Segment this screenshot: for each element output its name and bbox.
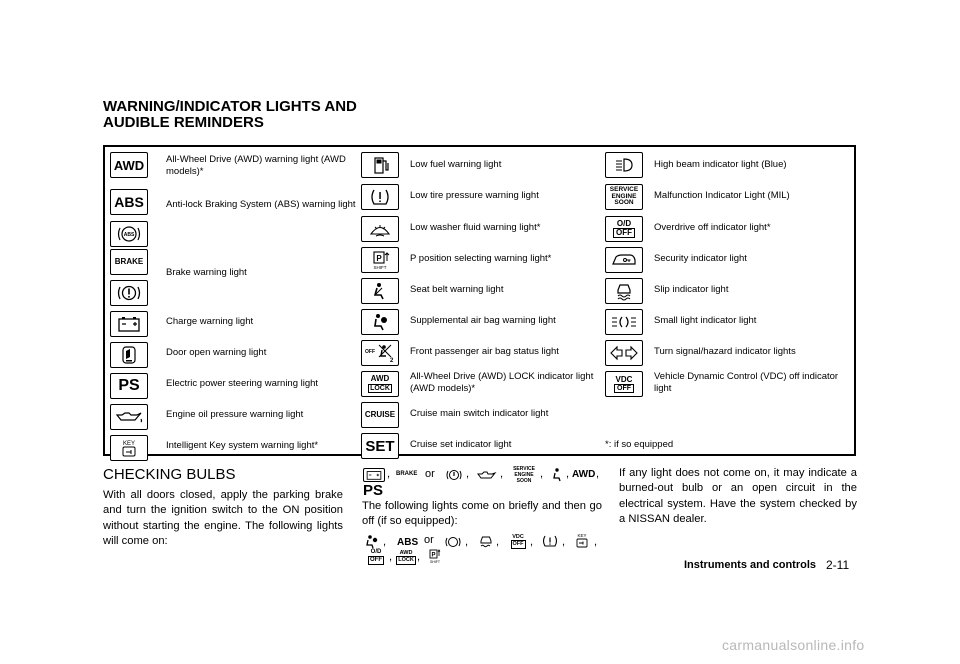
mil-label: Malfunction Indicator Light (MIL) (654, 190, 790, 201)
abs-circle-mini-icon (443, 535, 463, 549)
high-beam-label: High beam indicator light (Blue) (654, 159, 787, 170)
p-position-label: P position selecting warning light* (410, 253, 552, 264)
cruise-set-label: Cruise set indicator light (410, 439, 512, 450)
air-bag-label: Supplemental air bag warning light (410, 315, 556, 326)
awd-lock-icon: AWD LOCK (361, 371, 399, 397)
low-tire-label: Low tire pressure warning light (410, 190, 539, 201)
high-beam-icon (605, 152, 643, 178)
brake-warning-label: Brake warning light (166, 267, 247, 278)
p-position-icon (361, 247, 399, 273)
seat-belt-label: Seat belt warning light (410, 284, 504, 295)
vdc-off-label: Vehicle Dynamic Control (VDC) off indicator light (654, 371, 839, 394)
checking-paragraph-1: With all doors closed, apply the parking brake and turn the ignition switch to the ON position without starting the engine. The following lights will come on: (103, 489, 343, 548)
svg-text:P: P (376, 254, 382, 263)
battery-icon (110, 311, 148, 337)
passenger-airbag-label: Front passenger air bag status light (410, 346, 559, 357)
turn-signal-label: Turn signal/hazard indicator lights (654, 346, 796, 357)
svg-text:KEY: KEY (577, 533, 587, 538)
cruise-main-icon: CRUISE (361, 402, 399, 428)
key-warning-label: Intelligent Key system warning light* (166, 440, 319, 451)
ps-mini-icon: PS (363, 482, 384, 499)
brake-circle-mini-icon (444, 468, 464, 482)
vdc-mini-icon: VDC OFF (508, 533, 528, 549)
key-warning-icon (110, 435, 148, 461)
page-number: 2-11 (826, 558, 850, 572)
fuel-icon (361, 152, 399, 178)
od-off-label: Overdrive off indicator light* (654, 222, 771, 233)
slip-label: Slip indicator light (654, 284, 729, 295)
svg-text:SHIFT: SHIFT (429, 560, 441, 564)
p-position-mini-icon (428, 548, 442, 565)
svg-text:SHIFT: SHIFT (373, 265, 387, 270)
footer-section-name: Instruments and controls (684, 559, 817, 571)
watermark: carmanualsonline.info (722, 637, 865, 653)
small-light-icon (605, 309, 643, 335)
checking-paragraph-3: If any light does not come on, it may indicate a burned-out bulb or an open circuit in the electrical system. Have the system checked by a NISSAN dealer. (619, 467, 857, 526)
door-open-icon (110, 342, 148, 368)
mil-mini-icon: SERVICE ENGINE SOON (510, 465, 538, 485)
page-title: WARNING/INDICATOR LIGHTS AND AUDIBLE REMINDERS (103, 98, 357, 131)
checking-bulbs-heading: CHECKING BULBS (103, 466, 236, 483)
footnote: *: if so equipped (605, 439, 674, 450)
brake-warning-icon: BRAKE (110, 249, 148, 275)
vdc-off-icon: VDC OFF (605, 371, 643, 397)
abs-mini-icon: ABS (397, 537, 419, 548)
od-off-icon: O/D OFF (605, 216, 643, 242)
brake-circle-icon (110, 280, 148, 306)
power-steering-label: Electric power steering warning light (166, 378, 319, 389)
charge-warning-label: Charge warning light (166, 316, 254, 327)
low-washer-label: Low washer fluid warning light* (410, 222, 541, 233)
awd-warning-icon: AWD (110, 152, 148, 178)
abs-warning-label: Anti-lock Braking System (ABS) warning light (166, 199, 356, 210)
turn-signal-icon (605, 340, 643, 366)
seat-belt-icon (361, 278, 399, 304)
washer-fluid-icon (361, 216, 399, 242)
door-open-label: Door open warning light (166, 347, 267, 358)
tire-mini-icon (540, 534, 560, 548)
ps-warning-icon: PS (110, 373, 148, 399)
awd-mini-icon: AWD (572, 469, 596, 480)
awd-warning-label: All-Wheel Drive (AWD) warning light (AWD models)* (166, 154, 346, 177)
abs-warning-icon: ABS (110, 189, 148, 215)
svg-text:ABS: ABS (123, 232, 135, 238)
svg-text:KEY: KEY (122, 441, 136, 447)
airbag-mini-icon (364, 534, 380, 549)
key-mini-icon (574, 532, 590, 549)
abs-circle-icon (110, 221, 148, 247)
passenger-airbag-icon (361, 340, 399, 366)
mil-icon: SERVICE ENGINE SOON (605, 184, 643, 210)
battery-mini-icon (363, 468, 385, 482)
svg-text:OFF: OFF (365, 349, 375, 355)
security-icon (605, 247, 643, 273)
seatbelt-mini-icon (550, 467, 564, 482)
oil-pressure-label: Engine oil pressure warning light (166, 409, 304, 420)
oil-mini-icon (476, 468, 498, 482)
slip-mini-icon (478, 535, 494, 549)
security-label: Security indicator light (654, 253, 747, 264)
warning-lights-table (103, 145, 856, 456)
small-light-label: Small light indicator light (654, 315, 757, 326)
od-mini-icon: O/D OFF (364, 549, 388, 565)
cruise-main-label: Cruise main switch indicator light (410, 408, 549, 419)
svg-text:2: 2 (390, 358, 394, 363)
slip-icon (605, 278, 643, 304)
air-bag-icon (361, 309, 399, 335)
tire-pressure-icon (361, 184, 399, 210)
awd-lock-label: All-Wheel Drive (AWD) LOCK indicator light (AWD models)* (410, 371, 594, 394)
awd-lock-mini-icon: AWD LOCK (395, 549, 417, 565)
svg-text:P: P (431, 552, 436, 559)
cruise-set-icon: SET (361, 433, 399, 459)
oil-pressure-icon (110, 404, 148, 430)
low-fuel-label: Low fuel warning light (410, 159, 502, 170)
brake-mini-icon: BRAKE (396, 471, 418, 477)
checking-paragraph-2: The following lights come on briefly and then go off (if so equipped): (362, 500, 602, 528)
